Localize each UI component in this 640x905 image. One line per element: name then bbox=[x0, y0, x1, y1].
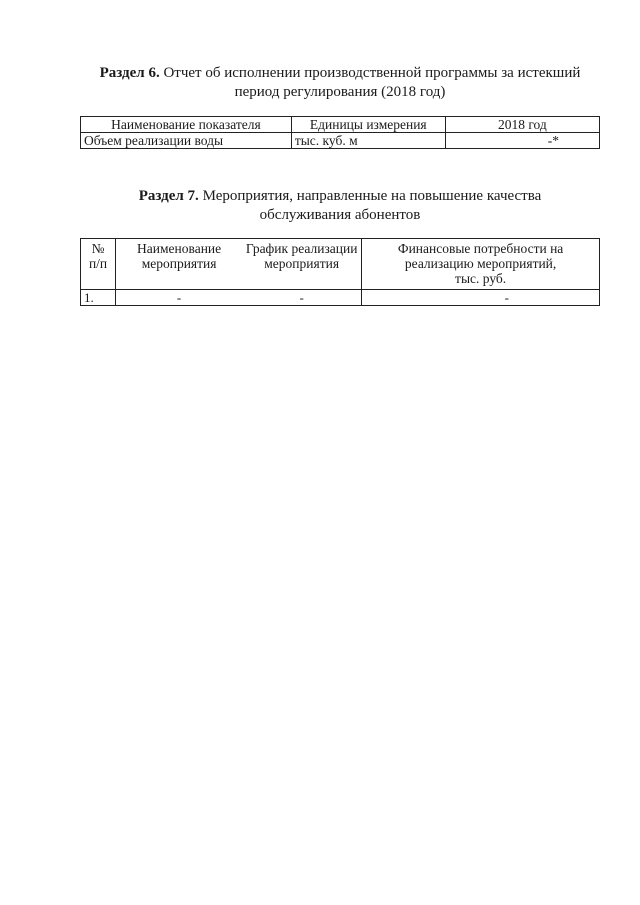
cell-financial: - bbox=[362, 290, 600, 306]
table-header-row bbox=[81, 117, 600, 133]
section6-title-line2: период регулирования (2018 год) bbox=[234, 84, 446, 100]
section7-table bbox=[80, 238, 600, 306]
table-row bbox=[81, 290, 600, 306]
cell-number: 1. bbox=[81, 290, 116, 306]
header-measure-name: Наименование мероприятия bbox=[116, 239, 243, 290]
header-indicator-name: Наименование показателя bbox=[81, 117, 292, 133]
header-year: 2018 год bbox=[445, 117, 599, 133]
section6-heading bbox=[60, 64, 620, 102]
cell-value: -* bbox=[445, 133, 599, 149]
header-financial-needs: Финансовые потребности на реализацию мероприятий, тыс. руб. bbox=[362, 239, 600, 290]
cell-indicator: Объем реализации воды bbox=[81, 133, 292, 149]
table-row bbox=[81, 133, 600, 149]
cell-schedule: - bbox=[242, 290, 362, 306]
section6-title-line1: Отчет об исполнении производственной программы за истекший bbox=[159, 65, 581, 81]
section7-heading-line1 bbox=[60, 187, 620, 206]
cell-measure: - bbox=[116, 290, 243, 306]
header-schedule: График реализации мероприятия bbox=[242, 239, 362, 290]
table-header-row bbox=[81, 239, 600, 290]
section7-title-line1: Мероприятия, направленные на повышение качества bbox=[198, 188, 542, 204]
section6-heading-line1 bbox=[60, 64, 620, 83]
section6-table bbox=[80, 116, 600, 149]
section6-label: Раздел 6. bbox=[99, 65, 160, 81]
cell-units: тыс. куб. м bbox=[291, 133, 445, 149]
section7-heading bbox=[60, 187, 620, 225]
header-units: Единицы измерения bbox=[291, 117, 445, 133]
section7-title-line2: обслуживания абонентов bbox=[259, 207, 421, 223]
section7-label: Раздел 7. bbox=[138, 188, 199, 204]
header-number: № п/п bbox=[81, 239, 116, 290]
